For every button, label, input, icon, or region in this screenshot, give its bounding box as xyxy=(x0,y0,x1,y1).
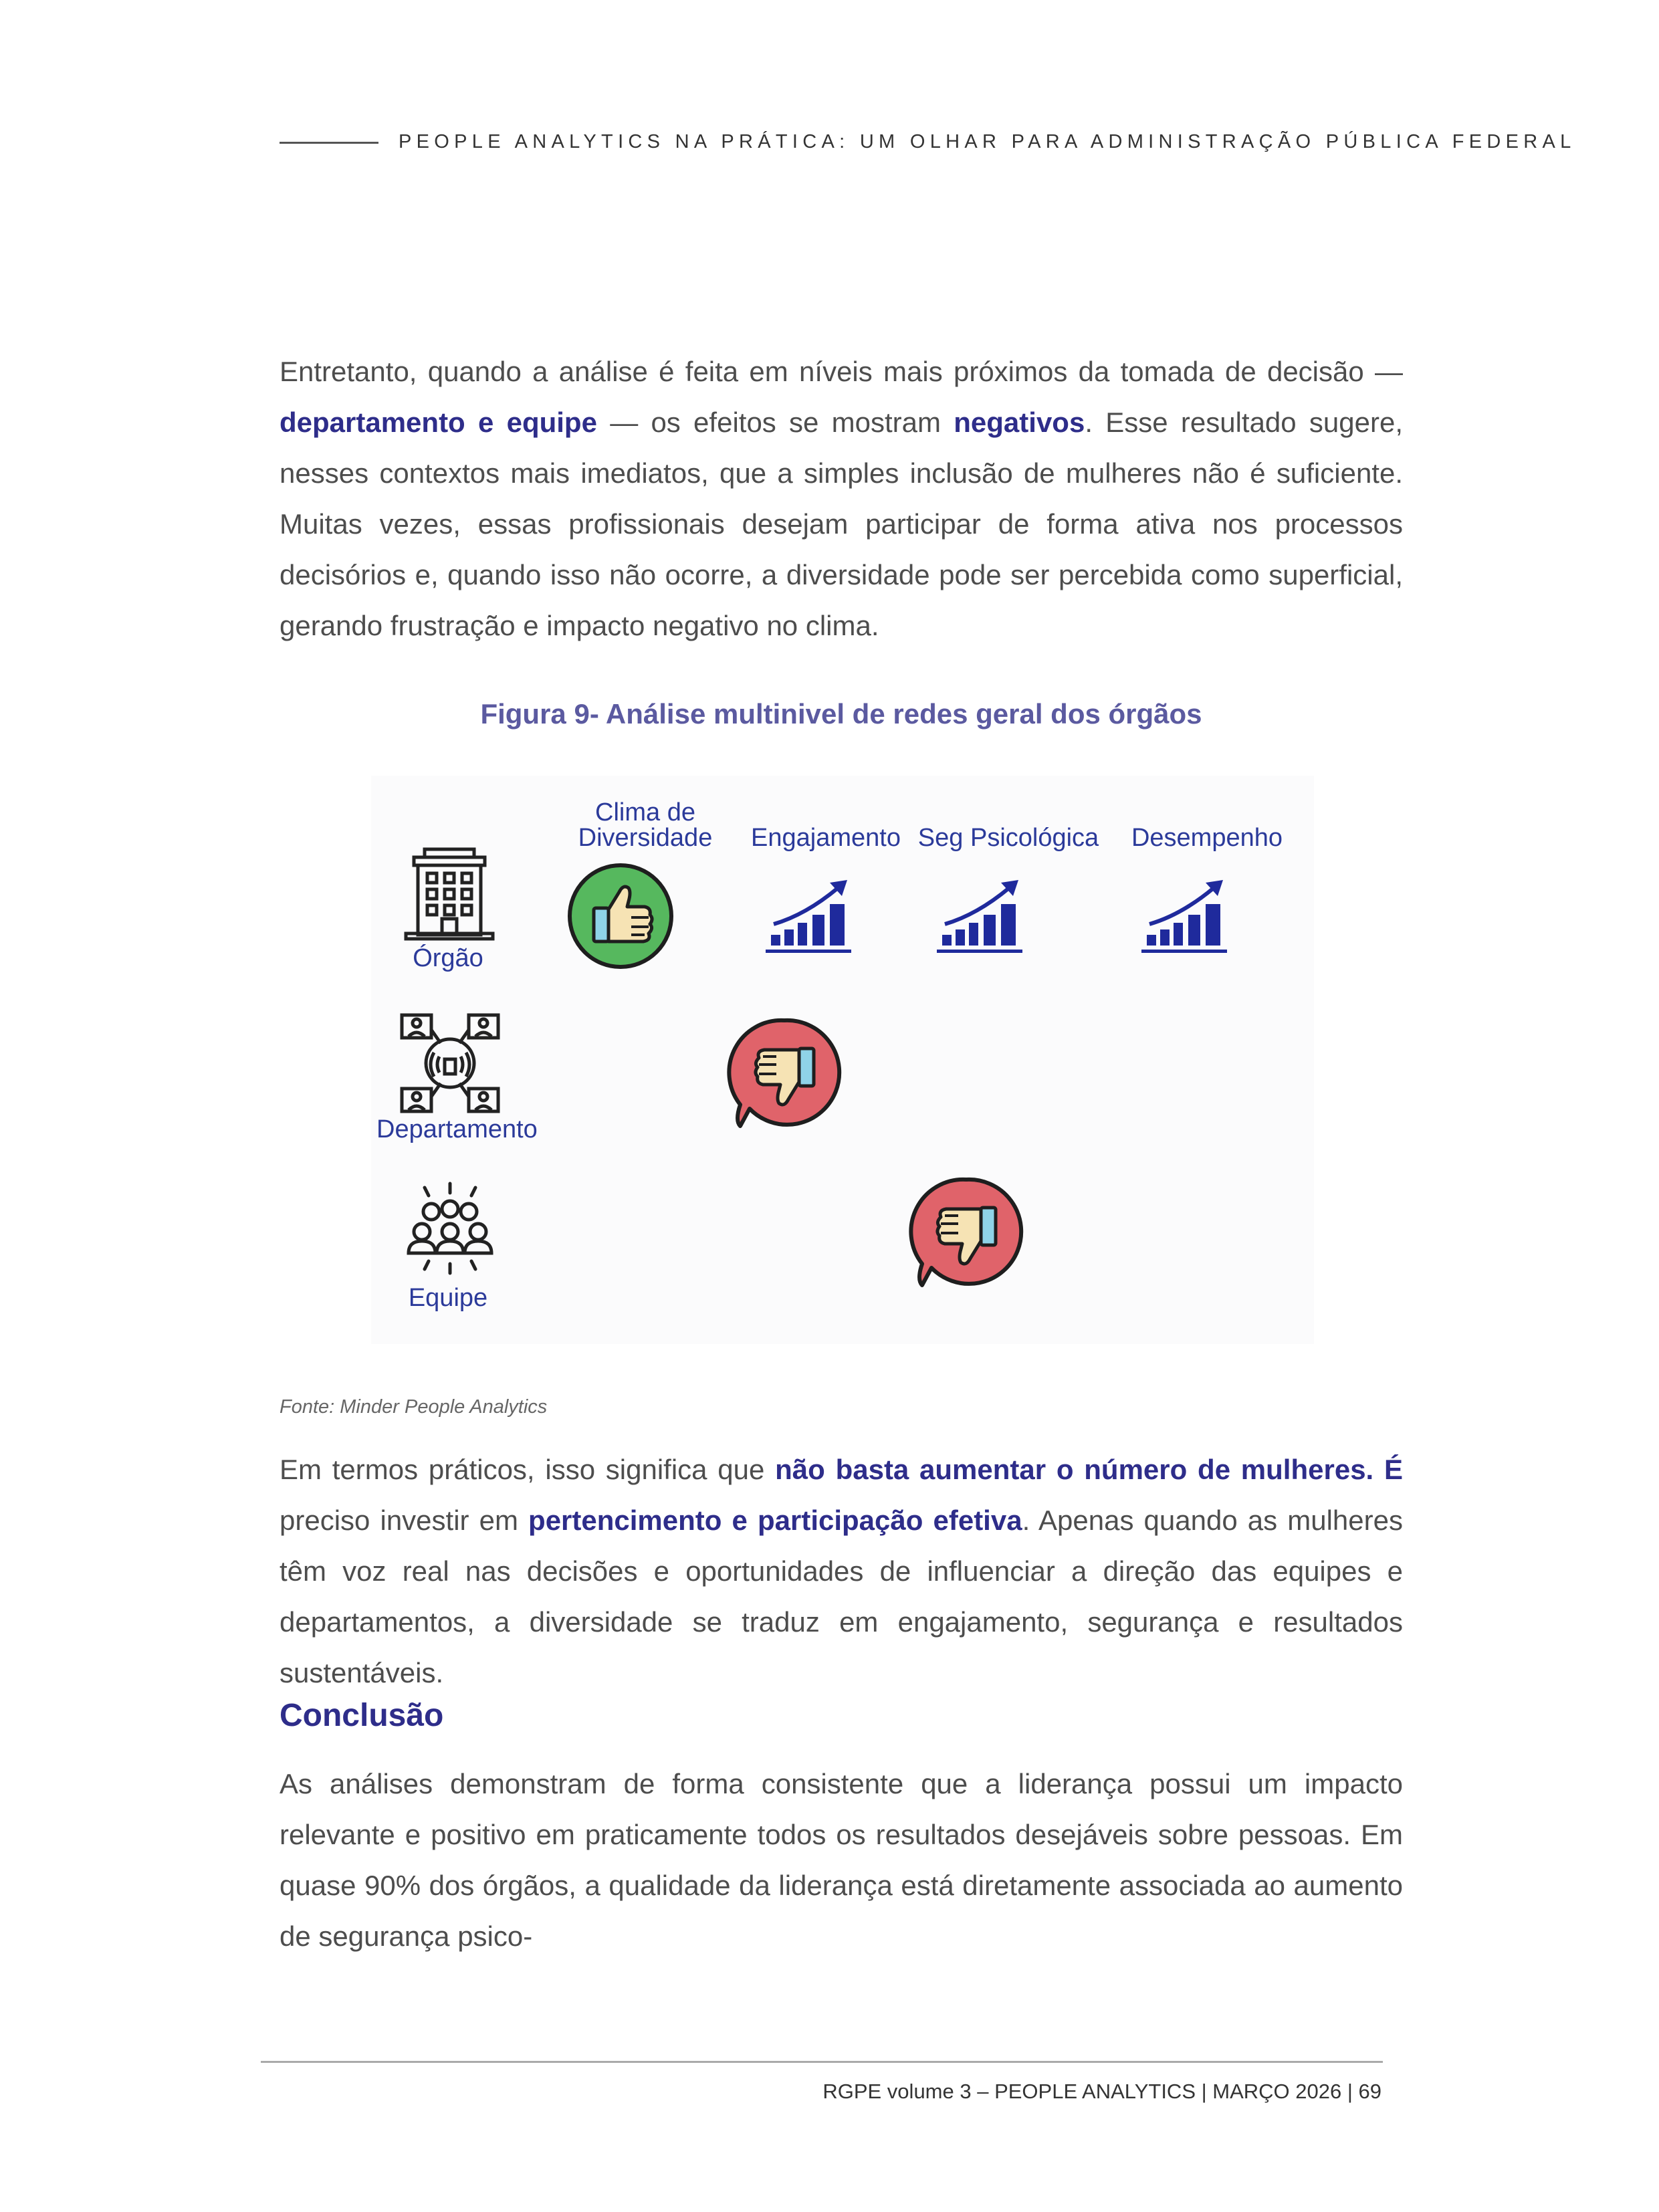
thumbs-down-icon xyxy=(907,1174,1025,1292)
para1-text-2: — os efeitos se mostram xyxy=(596,407,954,438)
col-label-engajamento: Engajamento xyxy=(751,824,901,852)
row-label-departamento: Departamento xyxy=(376,1115,538,1143)
header-rule xyxy=(280,142,378,144)
team-icon xyxy=(397,1178,504,1279)
col-label-seg-psicologica: Seg Psicológica xyxy=(917,824,1099,852)
thumbs-down-icon xyxy=(726,1015,843,1133)
para2-bold-2: pertencimento e participação efetiva xyxy=(528,1505,1022,1536)
growth-chart-icon xyxy=(1141,876,1235,956)
para1-bold-1: departamento e equipe xyxy=(280,407,597,438)
footer-rule xyxy=(261,2061,1383,2063)
para2-text-3: . Apenas quando as mulheres têm voz real nas decisões e oportunidades de influenciar a direção das equipes e departamentos, a diversidade se traduz em engajamento, segurança e resultados sustentáveis. xyxy=(280,1505,1403,1688)
para2-text-2: preciso investir em xyxy=(280,1505,529,1536)
col-label-desempenho: Desempenho xyxy=(1131,824,1283,852)
para1-text-3: . Esse resultado sugere, nesses contextos mais imediatos, que a simples inclusão de mulheres não é suficiente. Muitas vezes, essas profissionais desejam participar de forma ativa nos processos decisórios e, quando isso não ocorre, a diversidade pode ser percebida como superficial, gerando frustração e impacto negativo no clima. xyxy=(280,407,1403,641)
para1-bold-2: negativos xyxy=(954,407,1085,438)
col-label-clima-line1: Clima de xyxy=(595,798,695,826)
row-label-orgao: Órgão xyxy=(413,944,483,972)
para2-text-1: Em termos práticos, isso significa que xyxy=(280,1454,776,1485)
department-network-icon xyxy=(397,1010,504,1117)
col-label-clima xyxy=(562,800,729,851)
thumbs-up-icon xyxy=(566,861,675,971)
col-label-clima-line2: Diversidade xyxy=(578,824,713,852)
paragraph-intro xyxy=(280,346,1403,651)
para2-bold-1: não basta aumentar o número de mulheres. É xyxy=(775,1454,1403,1485)
figure-source: Fonte: Minder People Analytics xyxy=(280,1396,548,1418)
paragraph-practical xyxy=(280,1444,1403,1698)
page-footer: RGPE volume 3 – PEOPLE ANALYTICS | MARÇO 2026 | 69 xyxy=(822,2080,1381,2103)
building-icon xyxy=(399,843,500,943)
running-header: PEOPLE ANALYTICS NA PRÁTICA: UM OLHAR PARA ADMINISTRAÇÃO PÚBLICA FEDERAL xyxy=(399,131,1576,152)
figure-caption: Figura 9- Análise multinivel de redes geral dos órgãos xyxy=(480,698,1202,730)
section-title-conclusao: Conclusão xyxy=(280,1698,444,1733)
para1-text-1: Entretanto, quando a análise é feita em níveis mais próximos da tomada de decisão — xyxy=(280,356,1403,387)
figure-multilevel-analysis xyxy=(371,776,1314,1344)
growth-chart-icon xyxy=(766,876,859,956)
row-label-equipe: Equipe xyxy=(408,1284,488,1312)
growth-chart-icon xyxy=(937,876,1030,956)
paragraph-conclusao: As análises demonstram de forma consistente que a liderança possui um impacto relevante e positivo em praticamente todos os resultados desejáveis sobre pessoas. Em quase 90% dos órgãos, a qualidade da liderança está diretamente associada ao aumento de segurança psico- xyxy=(280,1768,1403,1952)
